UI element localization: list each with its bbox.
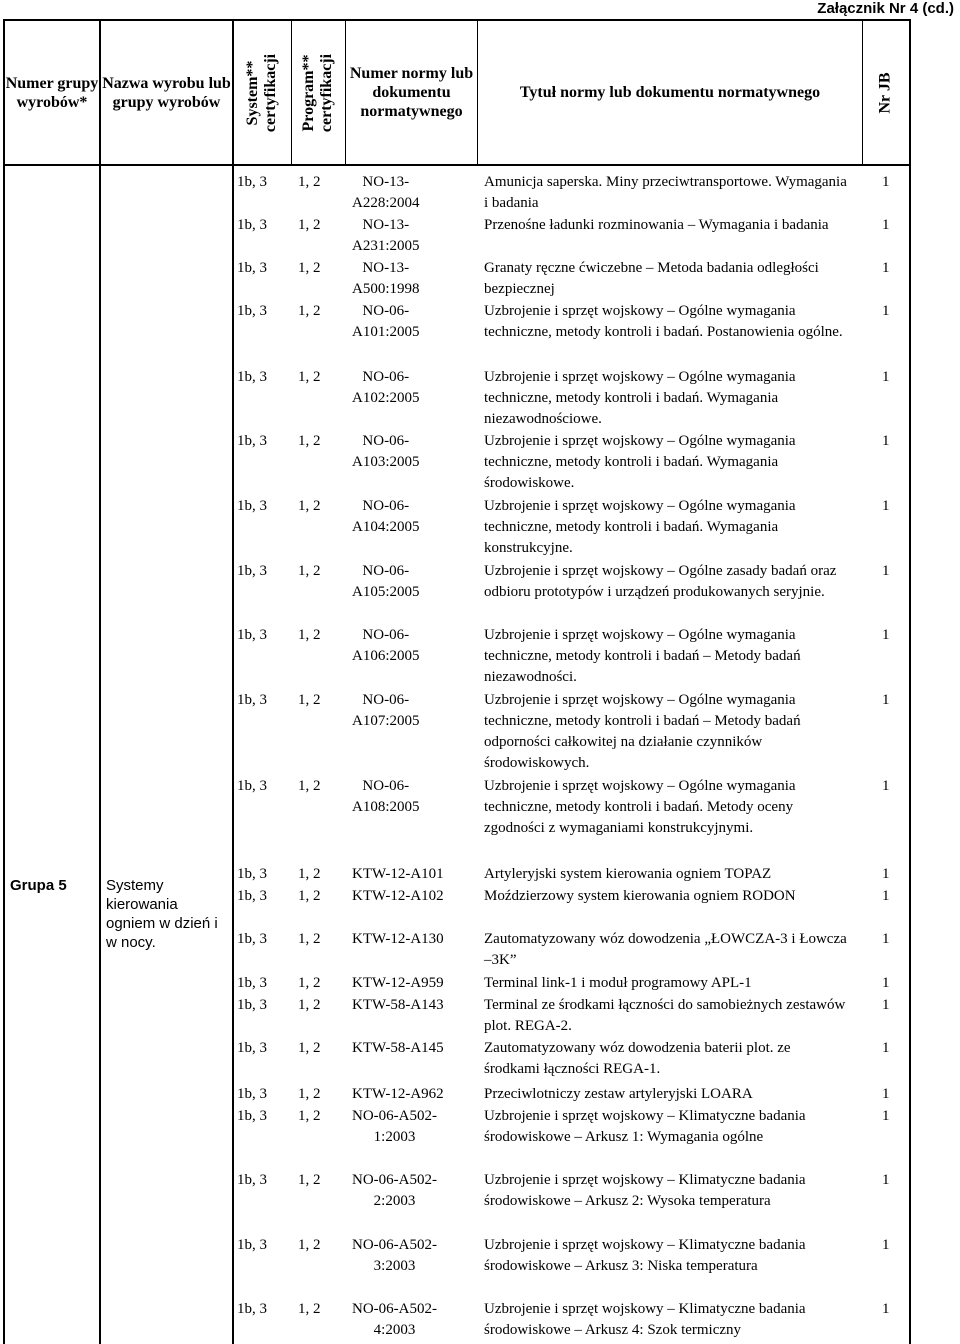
program-cell: 1, 2 [298, 627, 321, 643]
header-jb [863, 21, 909, 164]
system-cell: 1b, 3 [237, 260, 267, 276]
norm-number-line: 4:2003 [373, 1322, 416, 1338]
norm-number-line: A108:2005 [352, 799, 420, 815]
program-cell: 1, 2 [298, 1172, 321, 1188]
system-cell: 1b, 3 [237, 997, 267, 1013]
norm-number-line: NO-06- [362, 369, 410, 385]
header-system-text: System** certyfikacji [244, 53, 280, 132]
norm-number-line: NO-13- [362, 217, 410, 233]
program-cell: 1, 2 [298, 1108, 321, 1124]
norm-number-line: KTW-12-A130 [352, 931, 444, 947]
norm-title-cell: Granaty ręczne ćwiczebne – Metoda badania odległości bezpiecznej [484, 260, 819, 297]
system-cell: 1b, 3 [237, 369, 267, 385]
system-cell: 1b, 3 [237, 217, 267, 233]
header-group-number-text: Numer grupy wyrobów* [5, 74, 99, 111]
norm-number-line: 2:2003 [373, 1193, 416, 1209]
jb-cell: 1 [882, 1086, 890, 1102]
jb-cell: 1 [882, 975, 890, 991]
system-cell: 1b, 3 [237, 1040, 267, 1056]
norm-number-line: 1:2003 [373, 1129, 416, 1145]
norm-number-line: A103:2005 [352, 454, 420, 470]
program-cell: 1, 2 [298, 1086, 321, 1102]
norm-title-cell: Uzbrojenie i sprzęt wojskowy – Ogólne wymagania techniczne, metody kontroli i badań – Metody badań odporności całkowitej na działanie czynników środowiskowych. [484, 692, 801, 771]
norm-number-line: NO-06- [362, 433, 410, 449]
jb-cell: 1 [882, 498, 890, 514]
norm-number-cell [352, 367, 420, 409]
norm-number-line: A104:2005 [352, 519, 420, 535]
jb-cell: 1 [882, 627, 890, 643]
norm-number-line: 3:2003 [373, 1258, 416, 1274]
program-cell: 1, 2 [298, 174, 321, 190]
jb-cell: 1 [882, 563, 890, 579]
norm-title-cell: Moździerzowy system kierowania ogniem RODON [484, 888, 796, 904]
norm-title-cell: Zautomatyzowany wóz dowodzenia baterii plot. ze środkami łączności REGA-1. [484, 1040, 791, 1077]
norm-number-cell [352, 496, 420, 538]
norm-number-cell [352, 215, 420, 257]
jb-cell: 1 [882, 174, 890, 190]
header-group-number [5, 21, 99, 164]
norm-number-line: NO-06-A502- [352, 1172, 437, 1188]
system-cell: 1b, 3 [237, 303, 267, 319]
norm-number-cell [352, 1299, 437, 1341]
norm-title-cell: Przenośne ładunki rozminowania – Wymagania i badania [484, 217, 829, 233]
norm-number-cell [352, 561, 420, 603]
header-title-text: Tytuł normy lub dokumentu normatywnego [519, 84, 821, 101]
program-cell: 1, 2 [298, 433, 321, 449]
header-product-name [101, 21, 232, 164]
norm-number-line: NO-06- [362, 692, 410, 708]
header-norm-number [346, 21, 477, 164]
norm-number-line: NO-13- [362, 174, 410, 190]
jb-cell: 1 [882, 260, 890, 276]
norm-number-line: A105:2005 [352, 584, 420, 600]
program-cell: 1, 2 [298, 778, 321, 794]
system-cell: 1b, 3 [237, 975, 267, 991]
jb-cell: 1 [882, 303, 890, 319]
norm-title-cell: Uzbrojenie i sprzęt wojskowy – Klimatyczne badania środowiskowe – Arkusz 2: Wysoka temperatura [484, 1172, 806, 1209]
norm-title-cell: Uzbrojenie i sprzęt wojskowy – Klimatyczne badania środowiskowe – Arkusz 1: Wymagania ogólne [484, 1108, 806, 1145]
norm-number-line: A106:2005 [352, 648, 420, 664]
program-cell: 1, 2 [298, 1301, 321, 1317]
norm-number-line: NO-06-A502- [352, 1108, 437, 1124]
table-right-border [909, 19, 911, 1344]
norm-number-line: NO-13- [362, 260, 410, 276]
norm-number-line: A500:1998 [352, 281, 420, 297]
program-cell: 1, 2 [298, 369, 321, 385]
norm-number-cell [352, 301, 420, 343]
norm-title-cell: Zautomatyzowany wóz dowodzenia „ŁOWCZA-3 i Łowcza –3K” [484, 931, 847, 968]
norm-title-cell: Uzbrojenie i sprzęt wojskowy – Ogólne wymagania techniczne, metody kontroli i badań. Wymagania konstrukcyjne. [484, 498, 796, 556]
norm-number-cell [352, 172, 420, 214]
header-bottom-border [3, 164, 911, 166]
norm-title-cell: Przeciwlotniczy zestaw artyleryjski LOARA [484, 1086, 753, 1102]
norm-number-line: A102:2005 [352, 390, 420, 406]
program-cell: 1, 2 [298, 997, 321, 1013]
norm-number-line: A228:2004 [352, 195, 420, 211]
jb-cell: 1 [882, 997, 890, 1013]
system-cell: 1b, 3 [237, 563, 267, 579]
program-cell: 1, 2 [298, 1237, 321, 1253]
system-cell: 1b, 3 [237, 174, 267, 190]
program-cell: 1, 2 [298, 260, 321, 276]
norm-number-cell [352, 1038, 444, 1059]
norm-title-cell: Terminal ze środkami łączności do samobieżnych zestawów plot. REGA-2. [484, 997, 846, 1034]
system-cell: 1b, 3 [237, 1108, 267, 1124]
jb-cell: 1 [882, 692, 890, 708]
system-cell: 1b, 3 [237, 931, 267, 947]
norm-number-line: NO-06- [362, 627, 410, 643]
norm-title-cell: Uzbrojenie i sprzęt wojskowy – Ogólne wymagania techniczne, metody kontroli i badań. Wymagania niezawodnościowe. [484, 369, 796, 427]
program-cell: 1, 2 [298, 931, 321, 947]
norm-number-line: NO-06- [362, 778, 410, 794]
jb-cell: 1 [882, 369, 890, 385]
system-cell: 1b, 3 [237, 433, 267, 449]
norm-number-cell [352, 995, 444, 1016]
norm-title-cell: Uzbrojenie i sprzęt wojskowy – Ogólne wymagania techniczne, metody kontroli i badań – Metody badań niezawodności. [484, 627, 801, 685]
program-cell: 1, 2 [298, 975, 321, 991]
attachment-label: Załącznik Nr 4 (cd.) [817, 0, 954, 17]
norm-number-line: A101:2005 [352, 324, 420, 340]
norm-number-line: KTW-58-A145 [352, 1040, 444, 1056]
header-norm-number-text: Numer normy lub dokumentu normatywnego [349, 65, 474, 120]
jb-cell: 1 [882, 1108, 890, 1124]
program-cell: 1, 2 [298, 498, 321, 514]
group-number: Grupa 5 [10, 877, 67, 894]
program-cell: 1, 2 [298, 1040, 321, 1056]
system-cell: 1b, 3 [237, 627, 267, 643]
header-program [292, 21, 345, 164]
col-divider-1 [99, 19, 101, 1344]
program-cell: 1, 2 [298, 303, 321, 319]
system-cell: 1b, 3 [237, 778, 267, 794]
table-left-border [3, 19, 5, 1344]
norm-number-line: NO-06- [362, 303, 410, 319]
norm-number-cell [352, 431, 420, 473]
jb-cell: 1 [882, 1237, 890, 1253]
system-cell: 1b, 3 [237, 866, 267, 882]
system-cell: 1b, 3 [237, 498, 267, 514]
col-divider-2 [232, 19, 234, 1344]
norm-number-line: NO-06-A502- [352, 1237, 437, 1253]
norm-number-line: A107:2005 [352, 713, 420, 729]
norm-number-line: KTW-12-A962 [352, 1086, 444, 1102]
norm-title-cell: Artyleryjski system kierowania ogniem TOPAZ [484, 866, 772, 882]
norm-title-cell: Uzbrojenie i sprzęt wojskowy – Ogólne wymagania techniczne, metody kontroli i badań. Wymagania środowiskowe. [484, 433, 796, 491]
norm-title-cell: Uzbrojenie i sprzęt wojskowy – Klimatyczne badania środowiskowe – Arkusz 3: Niska temperatura [484, 1237, 806, 1274]
norm-number-cell [352, 886, 444, 907]
norm-number-cell [352, 973, 444, 994]
norm-number-line: KTW-12-A102 [352, 888, 444, 904]
norm-number-cell [352, 1170, 437, 1212]
program-cell: 1, 2 [298, 692, 321, 708]
system-cell: 1b, 3 [237, 1301, 267, 1317]
system-cell: 1b, 3 [237, 692, 267, 708]
norm-number-cell [352, 690, 420, 732]
norm-number-line: NO-06- [362, 498, 410, 514]
jb-cell: 1 [882, 1040, 890, 1056]
norm-number-cell [352, 625, 420, 667]
program-cell: 1, 2 [298, 563, 321, 579]
norm-number-cell [352, 776, 420, 818]
norm-number-line: A231:2005 [352, 238, 420, 254]
norm-title-cell: Uzbrojenie i sprzęt wojskowy – Klimatyczne badania środowiskowe – Arkusz 4: Szok termiczny [484, 1301, 806, 1338]
jb-cell: 1 [882, 217, 890, 233]
norm-number-line: NO-06-A502- [352, 1301, 437, 1317]
norm-number-line: NO-06- [362, 563, 410, 579]
norm-title-cell: Uzbrojenie i sprzęt wojskowy – Ogólne zasady badań oraz odbioru prototypów i urządzeń produkowanych seryjnie. [484, 563, 837, 600]
system-cell: 1b, 3 [237, 1086, 267, 1102]
jb-cell: 1 [882, 866, 890, 882]
norm-number-line: KTW-58-A143 [352, 997, 444, 1013]
system-cell: 1b, 3 [237, 888, 267, 904]
norm-number-cell [352, 1084, 444, 1105]
norm-title-cell: Uzbrojenie i sprzęt wojskowy – Ogólne wymagania techniczne, metody kontroli i badań. Postanowienia ogólne. [484, 303, 843, 340]
norm-title-cell: Amunicja saperska. Miny przeciwtransportowe. Wymagania i badania [484, 174, 847, 211]
norm-number-line: KTW-12-A101 [352, 866, 444, 882]
norm-number-cell [352, 929, 444, 950]
jb-cell: 1 [882, 888, 890, 904]
jb-cell: 1 [882, 433, 890, 449]
norm-number-cell [352, 258, 420, 300]
norm-number-cell [352, 864, 444, 885]
jb-cell: 1 [882, 1172, 890, 1188]
jb-cell: 1 [882, 1301, 890, 1317]
norm-title-cell: Uzbrojenie i sprzęt wojskowy – Ogólne wymagania techniczne, metody kontroli i badań. Metody oceny zgodności z wymaganiami konstrukcyjnymi. [484, 778, 796, 836]
system-cell: 1b, 3 [237, 1237, 267, 1253]
header-program-text: Program** certyfikacji [300, 53, 336, 132]
system-cell: 1b, 3 [237, 1172, 267, 1188]
norm-number-cell [352, 1106, 437, 1148]
header-product-name-text: Nazwa wyrobu lub grupy wyrobów [102, 74, 231, 111]
jb-cell: 1 [882, 931, 890, 947]
header-title [478, 21, 862, 164]
jb-cell: 1 [882, 778, 890, 794]
program-cell: 1, 2 [298, 866, 321, 882]
header-system [234, 21, 291, 164]
program-cell: 1, 2 [298, 217, 321, 233]
header-jb-text: Nr JB [876, 71, 894, 114]
group-name: Systemy kierowania ogniem w dzień i w nocy. [106, 877, 218, 951]
norm-number-cell [352, 1235, 437, 1277]
program-cell: 1, 2 [298, 888, 321, 904]
norm-title-cell: Terminal link-1 i moduł programowy APL-1 [484, 975, 752, 991]
norm-number-line: KTW-12-A959 [352, 975, 444, 991]
